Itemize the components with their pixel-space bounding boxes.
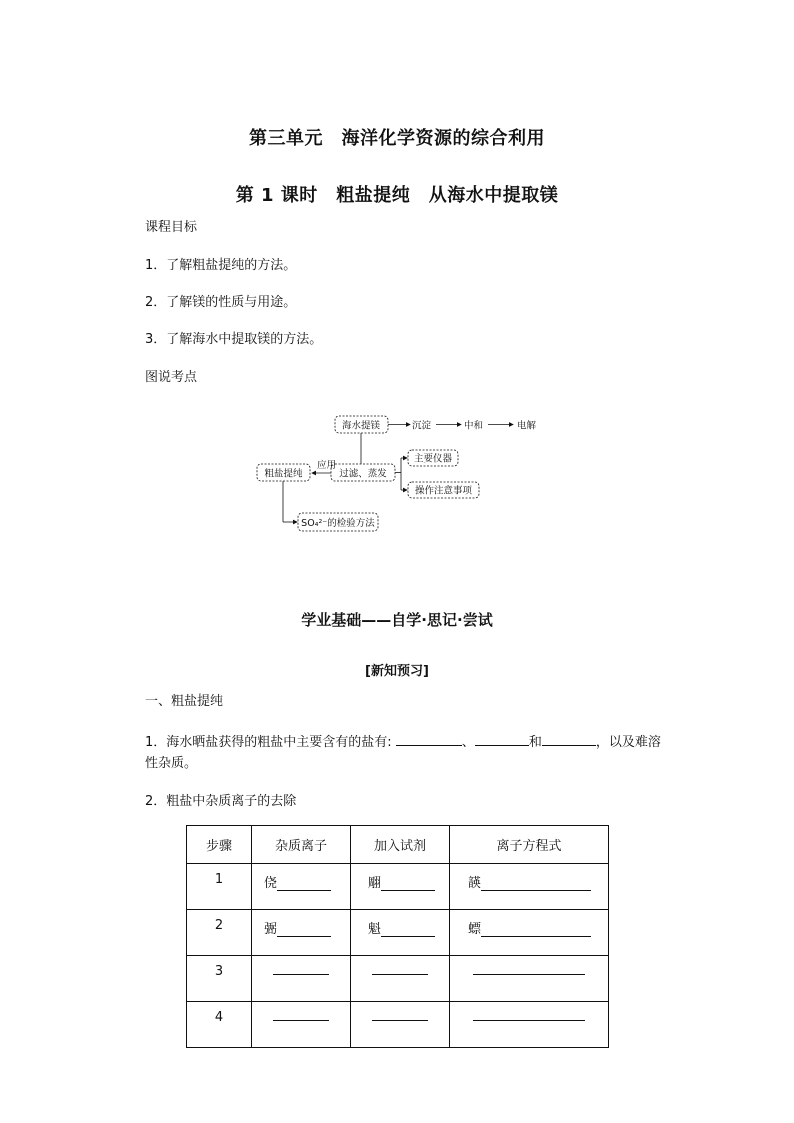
equation-cell[interactable] [450, 956, 609, 1002]
answer-blank[interactable] [372, 1020, 428, 1021]
answer-blank[interactable] [277, 921, 331, 937]
seawater-mg-label: 海水提镁 [341, 420, 381, 432]
ion-glyph: 侥 [264, 876, 278, 891]
answer-blank[interactable] [381, 875, 435, 891]
objective-2: 2．了解镁的性质与用途。 [145, 295, 297, 310]
answer-blank[interactable] [481, 921, 591, 937]
question-1-text: 1．海水晒盐获得的粗盐中主要含有的盐有: [145, 735, 392, 750]
answer-blank[interactable] [481, 875, 591, 891]
ion-cell[interactable] [252, 864, 351, 910]
crude-salt-label: 粗盐提纯 [264, 468, 303, 480]
ion-cell[interactable] [252, 910, 351, 956]
question-1-continued: 性杂质。 [145, 756, 198, 771]
concept-diagram [255, 410, 537, 538]
objectives-heading: 课程目标 [145, 220, 198, 235]
lesson-subtitle: 第 1 课时 粗盐提纯 从海水中提取镁 [235, 185, 559, 206]
ion-removal-table [186, 825, 609, 1048]
reagent-cell[interactable] [351, 956, 450, 1002]
answer-blank[interactable] [473, 974, 585, 975]
diagram-heading: 图说考点 [145, 370, 198, 385]
step-number: 4 [187, 1002, 252, 1048]
objective-1: 1．了解粗盐提纯的方法。 [145, 258, 297, 273]
table-row [187, 956, 609, 1002]
table-row [187, 1002, 609, 1048]
apply-label: 应用 [317, 460, 337, 471]
equation-glyph: 螵 [468, 922, 482, 937]
ion-cell[interactable] [252, 956, 351, 1002]
equation-cell[interactable] [450, 910, 609, 956]
question-1 [145, 731, 665, 752]
header-step: 步骤 [187, 826, 252, 864]
step-number: 1 [187, 864, 252, 910]
page-title: 第三单元 海洋化学资源的综合利用 [249, 128, 545, 149]
subsection-title: [新知预习] [365, 664, 429, 679]
question-1-text: ，以及难溶 [595, 735, 661, 750]
separator: 和 [528, 735, 542, 750]
answer-blank[interactable] [473, 1020, 585, 1021]
reagent-glyph: 魁 [368, 922, 382, 937]
filter-evaporate-label: 过滤、蒸发 [339, 468, 387, 480]
objective-3: 3．了解海水中提取镁的方法。 [145, 332, 323, 347]
section-title: 学业基础——自学·思记·尝试 [301, 611, 493, 629]
precipitate-label: 沉淀 [412, 420, 432, 432]
answer-blank[interactable] [277, 875, 331, 891]
table-row [187, 910, 609, 956]
header-reagent: 加入试剂 [351, 826, 450, 864]
answer-blank[interactable] [475, 731, 529, 746]
sulfate-test-label: SO₄²⁻的检验方法 [301, 518, 375, 529]
reagent-cell[interactable] [351, 864, 450, 910]
question-2: 2．粗盐中杂质离子的去除 [145, 794, 297, 809]
reagent-cell[interactable] [351, 910, 450, 956]
answer-blank[interactable] [372, 974, 428, 975]
neutralize-label: 中和 [464, 420, 484, 432]
part1-heading: 一、粗盐提纯 [145, 694, 224, 709]
answer-blank[interactable] [381, 921, 435, 937]
equation-glyph: 韺 [468, 876, 482, 891]
answer-blank[interactable] [396, 731, 462, 746]
equation-cell[interactable] [450, 864, 609, 910]
answer-blank[interactable] [542, 731, 596, 746]
electrolysis-label: 电解 [517, 420, 537, 432]
precautions-label: 操作注意事项 [414, 485, 473, 497]
answer-blank[interactable] [273, 1020, 329, 1021]
reagent-glyph: 翢 [368, 876, 382, 891]
separator: 、 [461, 735, 475, 750]
table-header-row [187, 826, 609, 864]
equation-cell[interactable] [450, 1002, 609, 1048]
step-number: 3 [187, 956, 252, 1002]
ion-cell[interactable] [252, 1002, 351, 1048]
ion-glyph: 弻 [264, 922, 278, 937]
table-row [187, 864, 609, 910]
instruments-label: 主要仪器 [413, 453, 453, 465]
header-equation: 离子方程式 [450, 826, 609, 864]
step-number: 2 [187, 910, 252, 956]
answer-blank[interactable] [273, 974, 329, 975]
reagent-cell[interactable] [351, 1002, 450, 1048]
header-ion: 杂质离子 [252, 826, 351, 864]
